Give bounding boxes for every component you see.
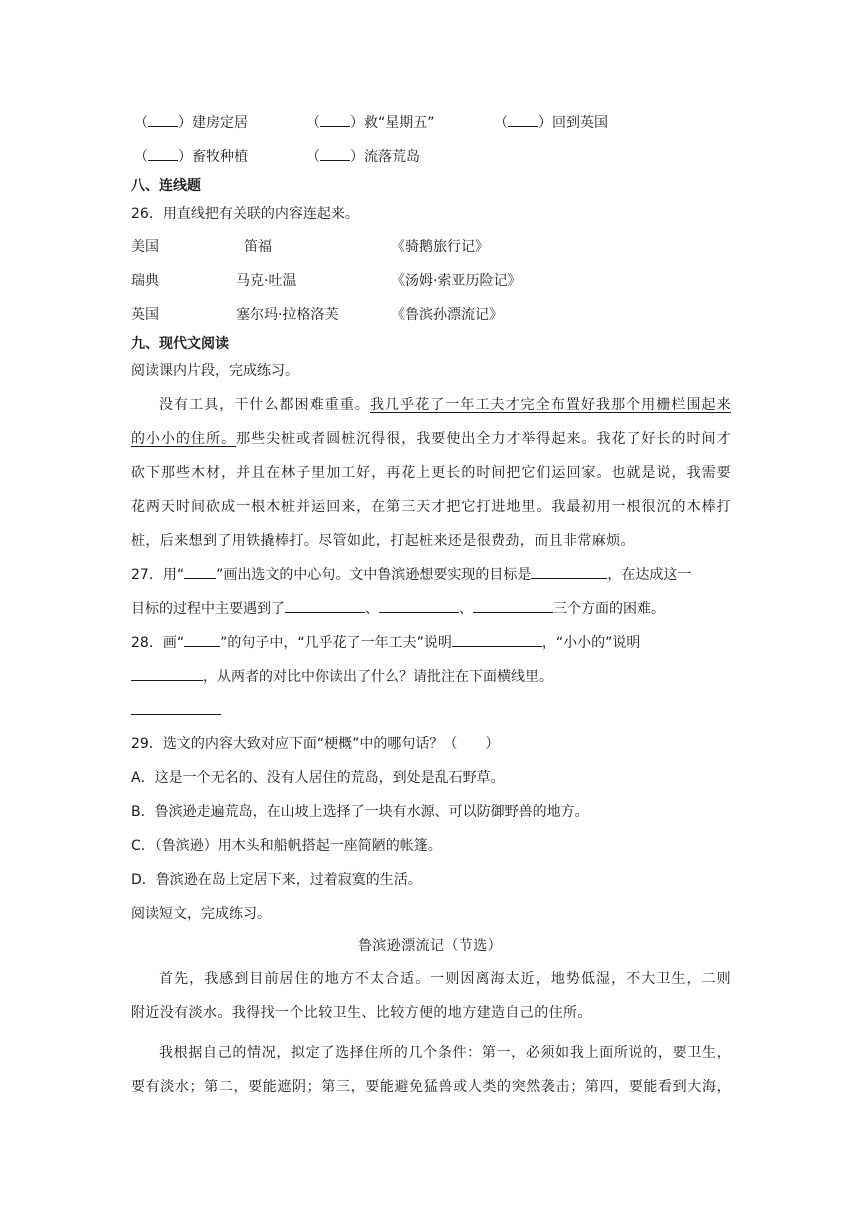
passage-line: 桩，后来想到了用铁撬棒打。尽管如此，打起桩来还是很费劲，而且非常麻烦。 [131,533,635,549]
question-27-cont: 目标的过程中主要遇到了 、 、 三个方面的困难。 [131,601,665,617]
passage-line: 首先，我感到目前居住的地方不太合适。一则因离海太近，地势低湿，不大卫生，二则 [159,971,731,987]
answer-blank[interactable] [473,600,553,613]
answer-blank[interactable] [285,600,365,613]
reading-instruction: 阅读课内片段，完成练习。 [131,363,299,379]
order-item: （ ）流落荒岛 [306,149,420,165]
answer-blank[interactable] [148,148,178,161]
passage-line: 我根据自己的情况，拟定了选择住所的几个条件：第一，必须如我上面所说的，要卫生， [159,1045,731,1061]
passage-title: 鲁滨逊漂流记（节选） [358,938,502,954]
answer-blank[interactable] [379,600,459,613]
match-country[interactable]: 瑞典 [131,273,159,289]
question-26: 26．用直线把有关联的内容连起来。 [131,206,359,222]
question-28-cont: ，从两者的对比中你读出了什么？请批注在下面横线里。 [131,666,553,686]
option-a[interactable]: A．这是一个无名的、没有人居住的荒岛，到处是乱石野草。 [131,770,505,786]
answer-blank[interactable] [148,114,178,127]
reading-instruction: 阅读短文，完成练习。 [131,906,271,922]
answer-blank[interactable] [508,114,538,127]
option-d[interactable]: D．鲁滨逊在岛上定居下来，过着寂寞的生活。 [131,872,422,888]
answer-blank[interactable] [531,566,607,579]
answer-blank[interactable] [320,114,350,127]
answer-blank[interactable] [320,148,350,161]
match-author[interactable]: 塞尔玛·拉格洛芙 [236,307,339,323]
question-28: 28．画“ ”的句子中，“几乎花了一年工夫”说明 ，“小小的”说明 [131,635,641,651]
passage-line: 要有淡水；第二，要能遮阴；第三，要能避免猛兽或人类的突然袭击；第四，要能看到大海， [131,1079,731,1095]
answer-blank[interactable] [184,634,220,647]
match-author[interactable]: 马克·吐温 [236,273,297,289]
order-item: （ ）回到英国 [494,115,608,131]
passage-line: 没有工具，干什么都困难重重。我几乎花了一年工夫才完全布置好我那个用栅栏围起来 [159,397,731,413]
passage-line: 花两天时间砍成一根木桩并运回来，在第三天才把它打进地里。我最初用一根很沉的木棒打 [131,499,731,515]
answer-blank[interactable] [452,634,542,647]
central-sentence: 的小小的住所。 [131,431,237,447]
central-sentence: 我几乎花了一年工夫才完全布置好我那个用栅栏围起来 [369,397,731,413]
match-author[interactable]: 笛福 [244,239,272,255]
answer-blank[interactable] [131,668,203,681]
option-b[interactable]: B．鲁滨逊走遍荒岛，在山坡上选择了一块有水源、可以防御野兽的地方。 [131,804,589,820]
answer-blank[interactable] [184,566,216,579]
passage-line: 附近没有淡水。我得找一个比较卫生、比较方便的地方建造自己的住所。 [131,1005,592,1021]
passage-line: 的小小的住所。那些尖桩或者圆桩沉得很，我要使出全力才举得起来。我花了好长的时间才 [131,431,731,447]
match-country[interactable]: 美国 [131,239,159,255]
match-book[interactable]: 《鲁滨孙漂流记》 [391,307,503,323]
annotation-line[interactable] [131,714,221,715]
passage-line: 砍下那些木材，并且在林子里加工好，再花上更长的时间把它们运回家。也就是说，我需要 [131,465,731,481]
order-item: （ ）畜牧种植 [134,149,248,165]
question-27: 27．用“ ”画出选文的中心句。文中鲁滨逊想要实现的目标是 ，在达成这一 [131,567,692,583]
match-book[interactable]: 《汤姆·索亚历险记》 [391,273,522,289]
order-item: （ ）建房定居 [134,115,248,131]
question-29: 29．选文的内容大致对应下面“梗概”中的哪句话？（ ） [131,736,500,752]
section-heading: 九、现代文阅读 [131,336,229,352]
match-country[interactable]: 英国 [131,307,159,323]
match-book[interactable]: 《骑鹅旅行记》 [391,239,489,255]
option-c[interactable]: C．（鲁滨逊）用木头和船帆搭起一座简陋的帐篷。 [131,838,442,854]
order-item: （ ）救“星期五” [306,115,435,131]
section-heading: 八、连线题 [131,178,201,194]
